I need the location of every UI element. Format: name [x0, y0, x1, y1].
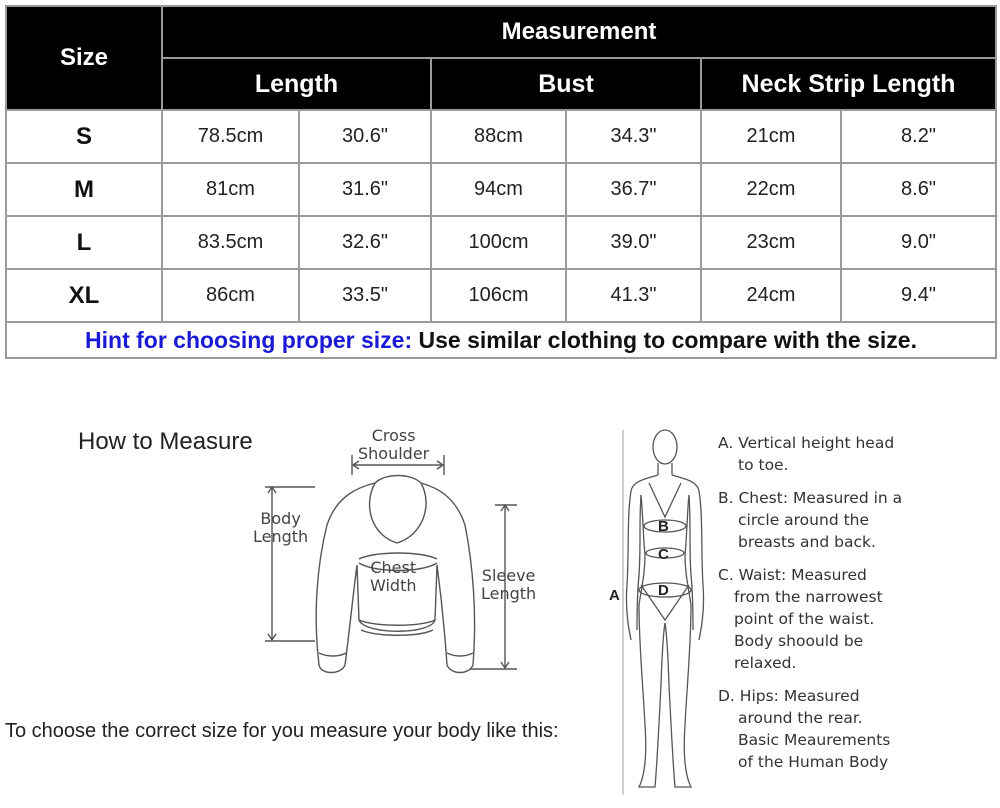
table-row: [7, 270, 995, 321]
table-cell: 34.3": [567, 111, 700, 162]
hint-text: Use similar clothing to compare with the size.: [412, 326, 917, 353]
body-letter-c: C: [658, 546, 669, 563]
table-row: [7, 217, 995, 268]
table-cell: 30.6": [300, 111, 430, 162]
table-cell: 22cm: [702, 164, 840, 215]
length-header: Length: [163, 59, 430, 109]
body-length-label: Body Length: [253, 509, 309, 546]
size-header: Size: [7, 7, 161, 109]
table-cell: 9.0": [842, 217, 995, 268]
chest-width-label: Chest Width: [370, 558, 417, 595]
how-to-measure-title: How to Measure: [78, 428, 253, 455]
body-letter-b: B: [658, 518, 669, 535]
note-a: A. Vertical height head to toe.: [718, 434, 895, 474]
table-cell: 94cm: [432, 164, 565, 215]
size-label: M: [7, 164, 161, 215]
table-cell: 81cm: [163, 164, 298, 215]
hint-label: Hint for choosing proper size:: [85, 326, 413, 353]
table-cell: 86cm: [163, 270, 298, 321]
hint-row: [7, 323, 995, 357]
size-chart-table: [5, 5, 997, 359]
human-body-diagram: [605, 425, 715, 805]
body-letter-d: D: [658, 582, 669, 599]
table-cell: 32.6": [300, 217, 430, 268]
size-label: S: [7, 111, 161, 162]
bust-header: Bust: [432, 59, 700, 109]
table-cell: 31.6": [300, 164, 430, 215]
table-cell: 100cm: [432, 217, 565, 268]
measurement-header: Measurement: [163, 7, 995, 57]
sleeve-length-label: Sleeve Length: [481, 566, 537, 603]
note-c: C. Waist: Measured from the narrowest point of the waist. Body shoould be relaxed.: [718, 566, 883, 672]
size-label: XL: [7, 270, 161, 321]
table-cell: 78.5cm: [163, 111, 298, 162]
table-cell: 8.6": [842, 164, 995, 215]
table-cell: 36.7": [567, 164, 700, 215]
note-d: D. Hips: Measured around the rear. Basic Meaurements of the Human Body: [718, 687, 891, 771]
cross-shoulder-label: Cross Shoulder: [358, 426, 430, 463]
table-cell: 9.4": [842, 270, 995, 321]
table-cell: 83.5cm: [163, 217, 298, 268]
body-letter-a: A: [609, 587, 620, 604]
table-row: [7, 111, 995, 162]
table-row: [7, 164, 995, 215]
table-cell: 88cm: [432, 111, 565, 162]
size-label: L: [7, 217, 161, 268]
table-cell: 8.2": [842, 111, 995, 162]
note-b: B. Chest: Measured in a circle around the breasts and back.: [718, 489, 903, 551]
table-cell: 23cm: [702, 217, 840, 268]
measurement-notes: [718, 432, 998, 784]
table-cell: 106cm: [432, 270, 565, 321]
table-cell: 24cm: [702, 270, 840, 321]
table-cell: 33.5": [300, 270, 430, 321]
table-cell: 41.3": [567, 270, 700, 321]
measure-instruction: To choose the correct size for you measure your body like this:: [5, 720, 559, 742]
neck-strip-length-header: Neck Strip Length: [702, 59, 995, 109]
table-cell: 21cm: [702, 111, 840, 162]
table-cell: 39.0": [567, 217, 700, 268]
sweater-diagram: [255, 425, 545, 680]
hint-cell: [7, 323, 995, 357]
